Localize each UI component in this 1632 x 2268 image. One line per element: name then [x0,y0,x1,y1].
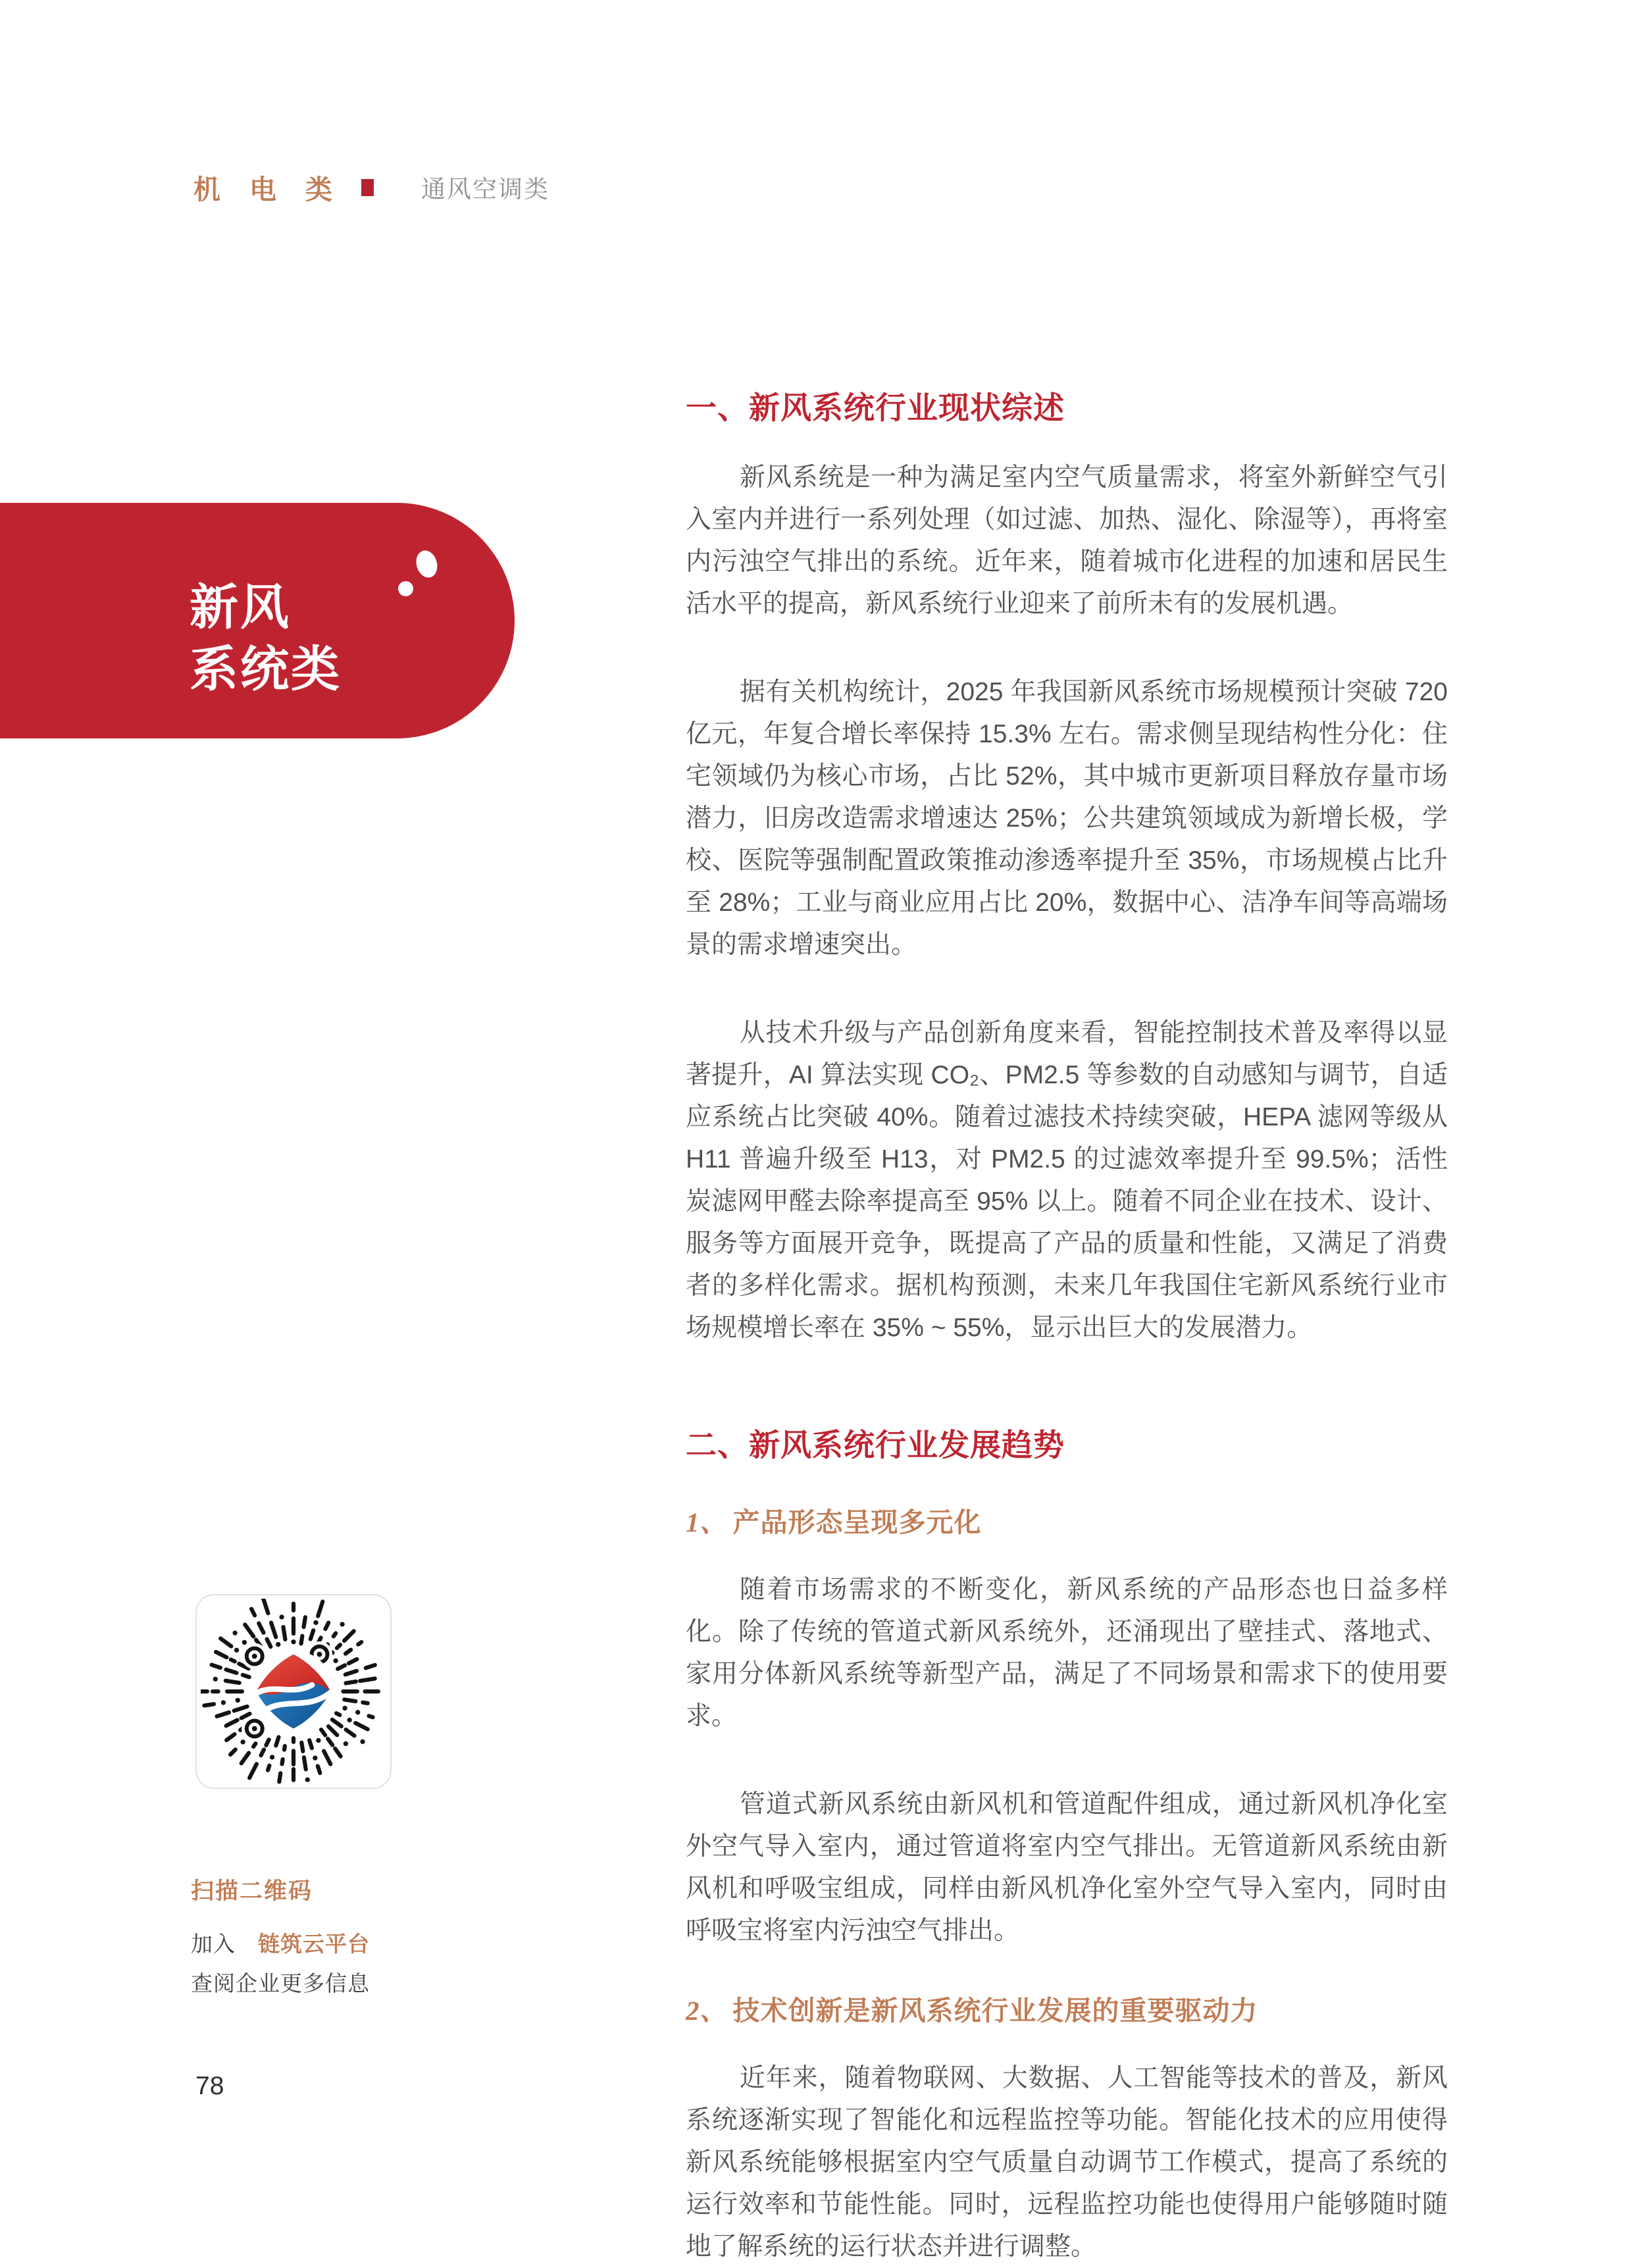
qr-caption-info: 查阅企业更多信息 [191,1971,370,1996]
qr-caption-join [191,1927,370,1958]
platform-name: 链筑云平台 [258,1932,370,1956]
decor-dot-large-icon [413,548,440,580]
decor-dot-small-icon [398,581,413,596]
subsection-2-heading [686,1994,1448,2027]
page-header [193,170,549,204]
subcategory-label: 通风空调类 [421,176,549,203]
qr-ring-bottom-left-icon [242,1716,267,1741]
chapter-banner [0,503,515,738]
paragraph: 近年来，随着物联网、大数据、人工智能等技术的普及，新风系统逐渐实现了智能化和远程监控等功能。智能化技术的应用使得新风系统能够根据室内空气质量自动调节工作模式，提高了系统的运行效率和节能性能。同时，远程监控功能也使得用户能够随时随地了解系统的运行状态并进行调整。 [686,2064,1448,2261]
page-number: 78 [195,2072,224,2100]
subsection-1-number: 1、 [686,1507,728,1537]
banner-title-line2: 系统类 [190,642,342,696]
subsection-2-title: 技术创新是新风系统行业发展的重要驱动力 [732,1996,1258,2026]
subsection-1-title: 产品形态呈现多元化 [732,1507,982,1537]
section-2-heading: 二、新风系统行业发展趋势 [686,1428,1065,1462]
paragraph: 新风系统是一种为满足室内空气质量需求，将室外新鲜空气引入室内并进行一系列处理（如过滤、加热、湿化、除湿等），再将室内污浊空气排出的系统。近年来，随着城市化进程的加速和居民生活水平的提高，新风系统行业迎来了前所未有的发展机遇。 [686,463,1448,618]
qr-card [195,1594,392,1789]
qr-code [201,1599,386,1784]
paragraph: 管道式新风系统由新风机和管道配件组成，通过新风机净化室外空气导入室内，通过管道将室内空气排出。无管道新风系统由新风机和呼吸宝组成，同样由新风机净化室外空气导入室内，同时由呼吸宝将室内污浊空气排出。 [686,1790,1448,1945]
category-label: 机电类 [193,174,361,205]
qr-join-prefix: 加入 [191,1932,236,1956]
banner-title [190,577,342,700]
paragraph: 从技术升级与产品创新角度来看，智能控制技术普及率得以显著提升，AI 算法实现 CO₂、PM2.5 等参数的自动感知与调节，自适应系统占比突破 40%。随着过滤技术持续突破，HEPA 滤网等级从 H11 普遍升级至 H13，对 PM2.5 的过滤效率提升至 99.5%；活性炭滤网甲醛去除率提高至 95% 以上。随着不同企业在技术、设计、服务等方面展开竞争，既提高了产品的质量和性能，又满足了消费者的多样化需求。据机构预测，未来几年我国住宅新风系统行业市场规模增长率在 35% ~ 55%，显示出巨大的发展潜力。 [686,1019,1448,1342]
subsection-1-heading [686,1506,1448,1539]
paragraph: 据有关机构统计，2025 年我国新风系统市场规模预计突破 720 亿元，年复合增长率保持 15.3% 左右。需求侧呈现结构性分化：住宅领域仍为核心市场，占比 52%，其中城市更新项目释放存量市场潜力，旧房改造需求增速达 25%；公共建筑领域成为新增长极，学校、医院等强制配置政策推动渗透率提升至 35%，市场规模占比升至 28%；工业与商业应用占比 20%，数据中心、洁净车间等高端场景的需求增速突出。 [686,678,1448,959]
qr-caption-title: 扫描二维码 [191,1878,313,1904]
red-square-divider-icon [361,179,374,196]
subsection-2-number: 2、 [686,1996,728,2026]
article-body [686,0,1448,2268]
banner-title-line1: 新风 [190,580,291,634]
section-1-heading: 一、新风系统行业现状综述 [686,390,1065,425]
paragraph: 随着市场需求的不断变化，新风系统的产品形态也日益多样化。除了传统的管道式新风系统外，还涌现出了壁挂式、落地式、家用分体新风系统等新型产品，满足了不同场景和需求下的使用要求。 [686,1576,1448,1730]
